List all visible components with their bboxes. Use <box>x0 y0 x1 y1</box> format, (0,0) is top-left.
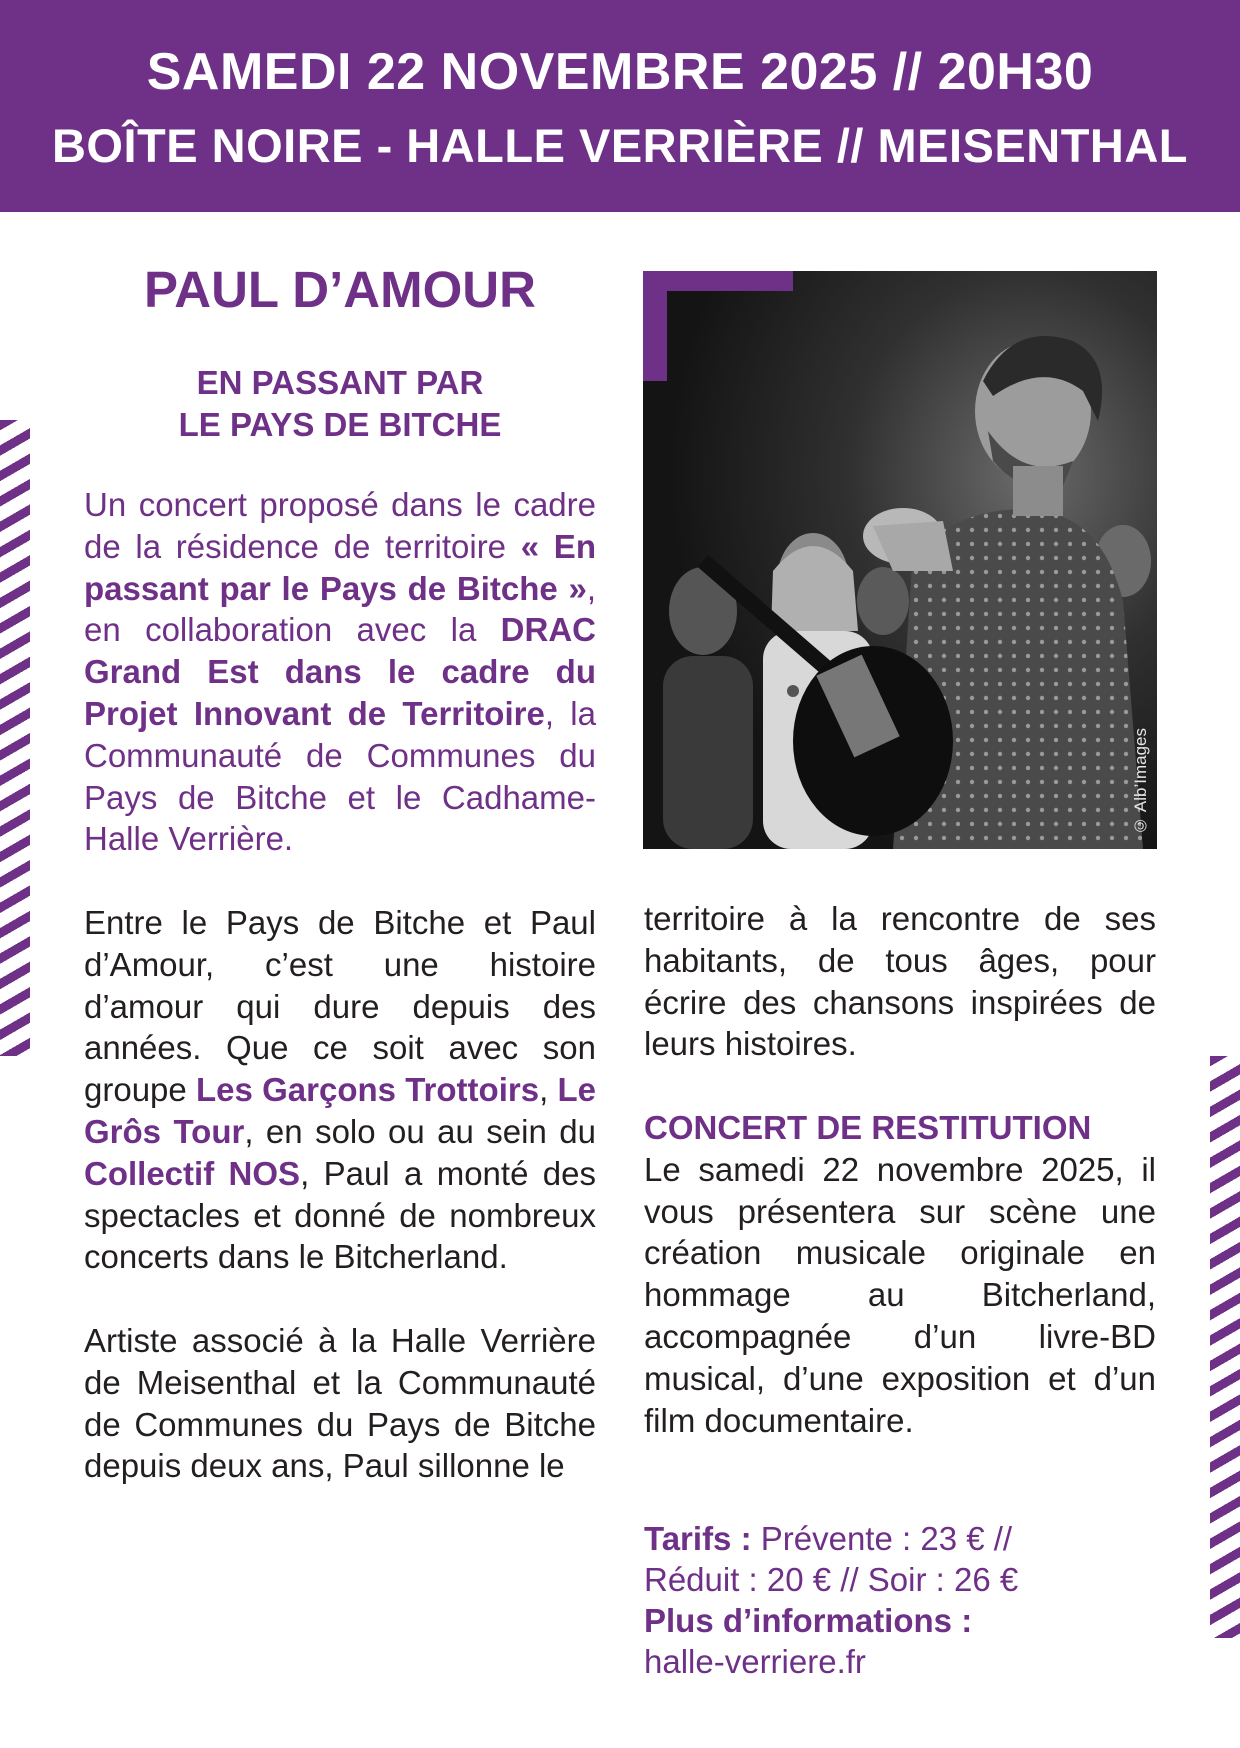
intro-bold-1: « En passant par le Pays de Bitche » <box>84 527 596 607</box>
more-info-label <box>644 1600 1156 1641</box>
restitution-title: CONCERT DE RESTITUTION <box>644 1108 1092 1146</box>
history-text-3: , en solo ou au sein du <box>244 1112 596 1150</box>
left-column <box>84 484 596 1487</box>
info-block <box>644 1518 1156 1682</box>
history-text-4: , Paul a monté des spectacles et donné de nombreux concerts dans le Bitcherland. <box>84 1154 597 1276</box>
concert-photo-illustration <box>643 271 1157 849</box>
history-text-2: , <box>539 1071 558 1109</box>
price-presale: Prévente : 23 € // <box>760 1520 1013 1557</box>
tarifs-line <box>644 1518 1156 1559</box>
intro-text-1: Un concert proposé dans le cadre de la résidence de territoire <box>84 486 596 565</box>
more-info-text: Plus d’informations : <box>644 1602 973 1639</box>
history-paragraph <box>84 902 596 1278</box>
associate-paragraph: Artiste associé à la Halle Verrière de Meisenthal et la Communauté de Communes du Pays de Bitche depuis deux ans, Paul sillonne le <box>84 1321 596 1485</box>
band-name-garcons-trottoirs: Les Garçons Trottoirs <box>196 1071 540 1109</box>
price-reduced-evening: Réduit : 20 € // Soir : 26 € <box>644 1561 1019 1598</box>
territory-paragraph: territoire à la rencontre de ses habitants, de tous âges, pour écrire des chansons inspirées de leurs histoires. <box>644 900 1156 1063</box>
decorative-stripes-left <box>0 420 30 1056</box>
project-subtitle <box>84 362 596 446</box>
intro-paragraph <box>84 484 596 860</box>
subtitle-line-2: LE PAYS DE BITCHE <box>178 406 502 443</box>
photo-credit: © Alb’Images <box>1131 728 1150 835</box>
intro-text-2: , en collaboration avec la <box>84 569 596 649</box>
band-name-gros-tour: Le Grôs Tour <box>84 1071 596 1150</box>
subtitle-line-1: EN PASSANT PAR <box>196 364 484 401</box>
collective-name-nos: Collectif NOS <box>84 1154 301 1192</box>
website-link[interactable]: halle-verriere.fr <box>644 1643 866 1680</box>
restitution-heading <box>644 1107 1156 1149</box>
history-text-1: Entre le Pays de Bitche et Paul d’Amour, c’est une histoire d’amour qui dure depuis des années. Que ce soit avec son groupe <box>84 903 596 1109</box>
artist-title: PAUL D’AMOUR <box>144 261 536 318</box>
event-date: SAMEDI 22 NOVEMBRE 2025 // 20H30 <box>146 43 1094 101</box>
artist-photo <box>643 271 1157 849</box>
tarifs-label: Tarifs : <box>644 1520 752 1557</box>
restitution-paragraph: Le samedi 22 novembre 2025, il vous présentera sur scène une création musicale originale en hommage au Bitcherland, accompagnée d’un livre-BD musical, d’une exposition et d’un film documentaire. <box>644 1150 1156 1439</box>
intro-bold-2: DRAC Grand Est dans le cadre du Projet Innovant de Territoire <box>84 611 596 732</box>
header-banner <box>0 0 1240 212</box>
decorative-stripes-right <box>1210 1056 1240 1638</box>
intro-text-3: , la Communauté de Communes du Pays de Bitche et le Cadhame-Halle Verrière. <box>84 694 596 858</box>
event-venue: BOÎTE NOIRE - HALLE VERRIÈRE // MEISENTHAL <box>51 119 1188 172</box>
right-column <box>644 898 1156 1441</box>
